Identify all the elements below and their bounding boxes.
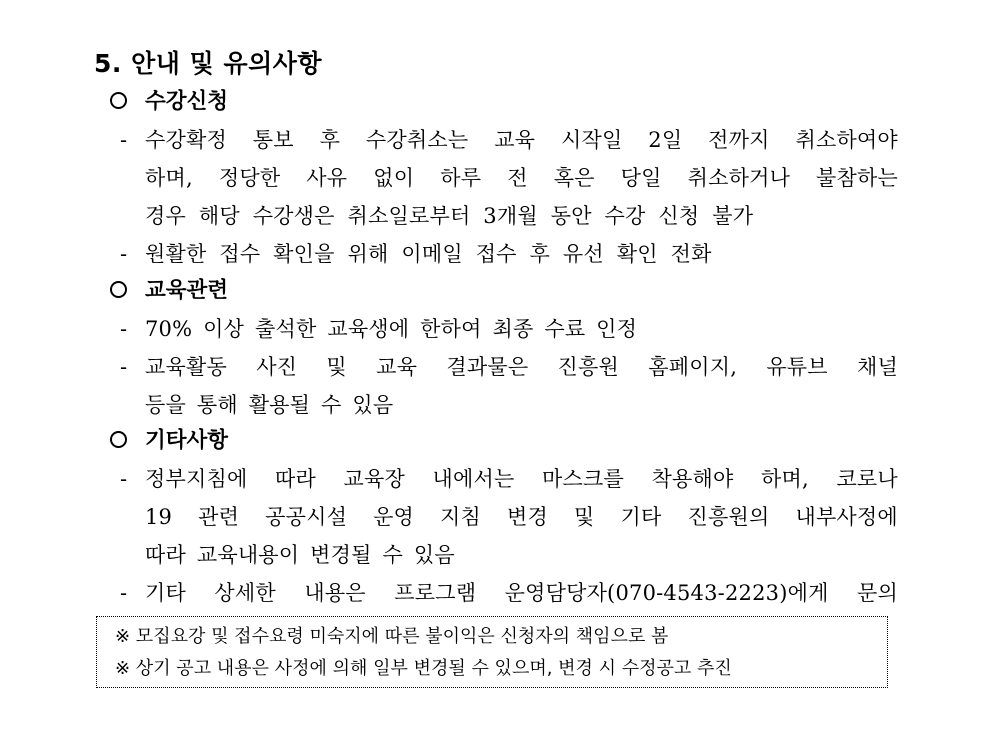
word: 결과물은	[446, 355, 529, 379]
section-heading-label: 교육관련	[145, 278, 229, 303]
list-item-line: 등을 통해 활용될 수 있음	[145, 393, 394, 417]
page-title: 5. 안내 및 유의사항	[94, 49, 323, 78]
dash-bullet: -	[120, 355, 128, 379]
word: 취소하여야	[795, 128, 898, 152]
hollow-circle-bullet-icon	[110, 281, 127, 298]
word: 후	[319, 128, 341, 152]
word: 문의	[857, 581, 898, 605]
word: 취소하거나	[687, 166, 791, 190]
section-heading-education	[110, 272, 228, 310]
notice-line: ※ 모집요강 및 접수요령 미숙지에 따른 불이익은 신청자의 책임으로 봄	[115, 626, 669, 647]
word: 관련	[198, 505, 240, 529]
word: 교육장	[343, 467, 405, 491]
dash-bullet: -	[120, 317, 128, 341]
word: 정당한	[218, 166, 281, 190]
word: 혹은	[553, 166, 595, 190]
word: 착용해야	[651, 467, 734, 491]
word: 전	[507, 166, 528, 190]
list-item-line: 따라 교육내용이 변경될 수 있음	[145, 543, 455, 567]
word: 내용은	[304, 581, 366, 605]
word: 운영담당자(070-4543-2223)에게	[504, 581, 829, 605]
word: 정부지침에	[145, 467, 248, 491]
list-item-line: 70% 이상 출석한 교육생에 한하여 최종 수료 인정	[145, 317, 638, 341]
word: 수강확정	[145, 128, 227, 152]
section-heading-label: 기타사항	[145, 428, 229, 453]
word: 교육	[494, 128, 536, 152]
word: 마스크를	[542, 467, 624, 491]
word: 하며,	[761, 467, 809, 491]
list-item-line	[145, 574, 898, 612]
dash-bullet: -	[120, 128, 128, 152]
word: 홈페이지,	[648, 355, 738, 379]
word: 하며,	[145, 166, 193, 190]
word: 2일	[648, 128, 683, 152]
word: 코로나	[836, 467, 898, 491]
word: 내부사정에	[795, 505, 898, 529]
word: 공공시설	[265, 505, 348, 529]
word: 및	[326, 355, 347, 379]
word: 진흥원의	[687, 505, 770, 529]
word: 수강취소는	[365, 128, 469, 152]
word: 채널	[857, 355, 898, 379]
dash-bullet: -	[120, 581, 128, 605]
word: 따라	[274, 467, 316, 491]
word: 기타	[145, 581, 186, 605]
list-item-line: 경우 해당 수강생은 취소일로부터 3개월 동안 수강 신청 불가	[145, 204, 754, 228]
word: 전까지	[708, 128, 770, 152]
word: 사유	[306, 166, 348, 190]
word: 시작일	[561, 128, 623, 152]
word: 상세한	[214, 581, 276, 605]
word: 교육	[376, 355, 418, 379]
notice-line: ※ 상기 공고 내용은 사정에 의해 일부 변경될 수 있으며, 변경 시 수정공고 추진	[115, 658, 732, 679]
word: 사진	[256, 355, 298, 379]
word: 당일	[620, 166, 662, 190]
list-item-line	[145, 498, 898, 536]
list-item-line	[145, 121, 898, 159]
section-heading-registration	[110, 83, 228, 121]
section-heading-other	[110, 422, 228, 460]
word: 프로그램	[394, 581, 477, 605]
word: 하루	[440, 166, 482, 190]
word: 19	[145, 505, 173, 529]
word: 내에서는	[432, 467, 515, 491]
word: 통보	[252, 128, 294, 152]
word: 변경	[507, 505, 549, 529]
dash-bullet: -	[120, 467, 128, 491]
word: 운영	[373, 505, 415, 529]
section-heading-label: 수강신청	[145, 89, 229, 114]
word: 기타	[620, 505, 662, 529]
list-item-line: 원활한 접수 확인을 위해 이메일 접수 후 유선 확인 전화	[145, 242, 712, 266]
hollow-circle-bullet-icon	[110, 92, 127, 109]
hollow-circle-bullet-icon	[110, 431, 127, 448]
word: 교육활동	[145, 355, 227, 379]
list-item-line	[145, 159, 898, 197]
word: 없이	[373, 166, 415, 190]
dash-bullet: -	[120, 242, 128, 266]
list-item-line	[145, 348, 898, 386]
list-item-line	[145, 460, 898, 498]
notice-box	[96, 616, 888, 688]
word: 유튜브	[766, 355, 828, 379]
word: 지침	[440, 505, 482, 529]
word: 및	[574, 505, 595, 529]
word: 진흥원	[557, 355, 620, 379]
word: 불참하는	[816, 166, 898, 190]
